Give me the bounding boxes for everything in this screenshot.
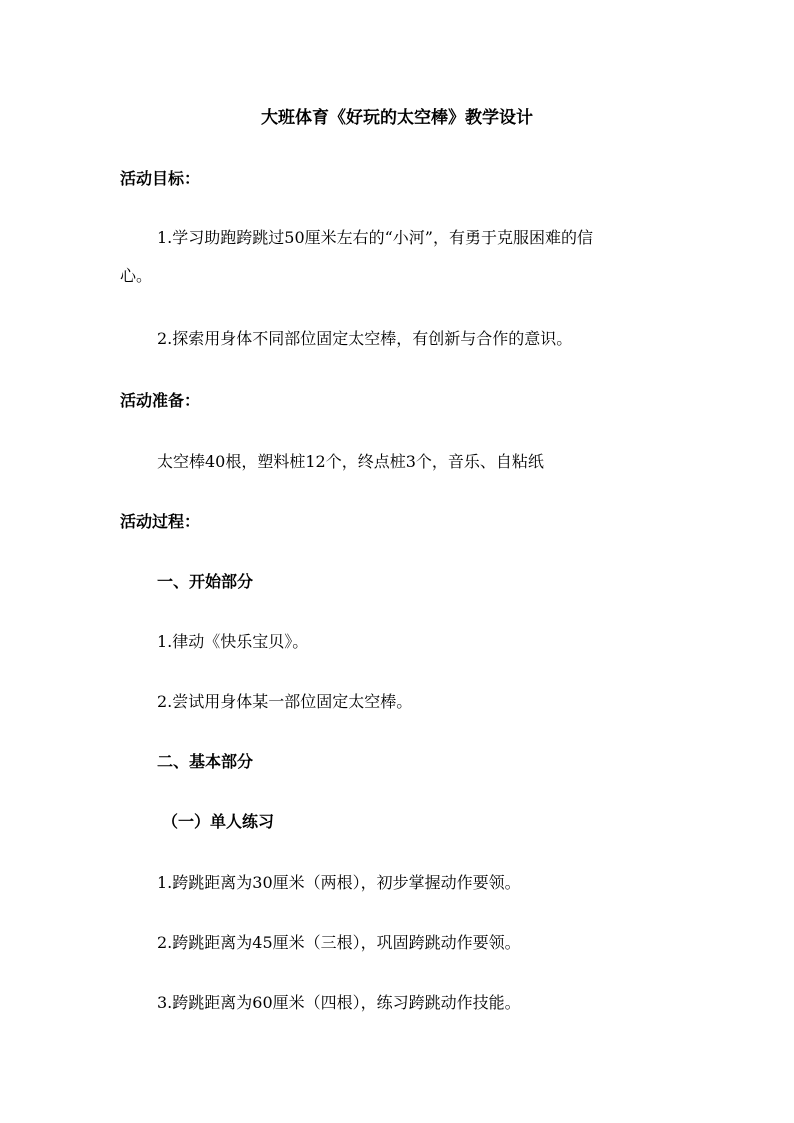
part2-item1: 1.跨跳距离为30厘米（两根），初步掌握动作要领。 <box>157 873 521 892</box>
part2-item2: 2.跨跳距离为45厘米（三根），巩固跨跳动作要领。 <box>157 933 521 952</box>
goal-2: 2.探索用身体不同部位固定太空棒，有创新与合作的意识。 <box>157 329 573 348</box>
prep-heading: 活动准备： <box>120 391 201 410</box>
goals-heading: 活动目标： <box>120 169 201 188</box>
process-heading: 活动过程： <box>120 512 201 531</box>
prep-text: 太空棒40根，塑料桩12个，终点桩3个，音乐、自粘纸 <box>157 452 544 471</box>
part1-heading: 一、开始部分 <box>157 572 254 591</box>
part2-heading: 二、基本部分 <box>157 752 254 771</box>
goal-1-line1: 1.学习助跑跨跳过50厘米左右的“小河”，有勇于克服困难的信 <box>157 228 593 247</box>
goal-1-line2: 心。 <box>120 266 153 285</box>
part1-item1: 1.律动《快乐宝贝》。 <box>157 632 309 651</box>
part2-sub1-heading: （一）单人练习 <box>162 812 275 831</box>
part1-item2: 2.尝试用身体某一部位固定太空棒。 <box>157 692 413 711</box>
part2-item3: 3.跨跳距离为60厘米（四根），练习跨跳动作技能。 <box>157 993 521 1012</box>
document-title: 大班体育《好玩的太空棒》教学设计 <box>261 108 533 128</box>
